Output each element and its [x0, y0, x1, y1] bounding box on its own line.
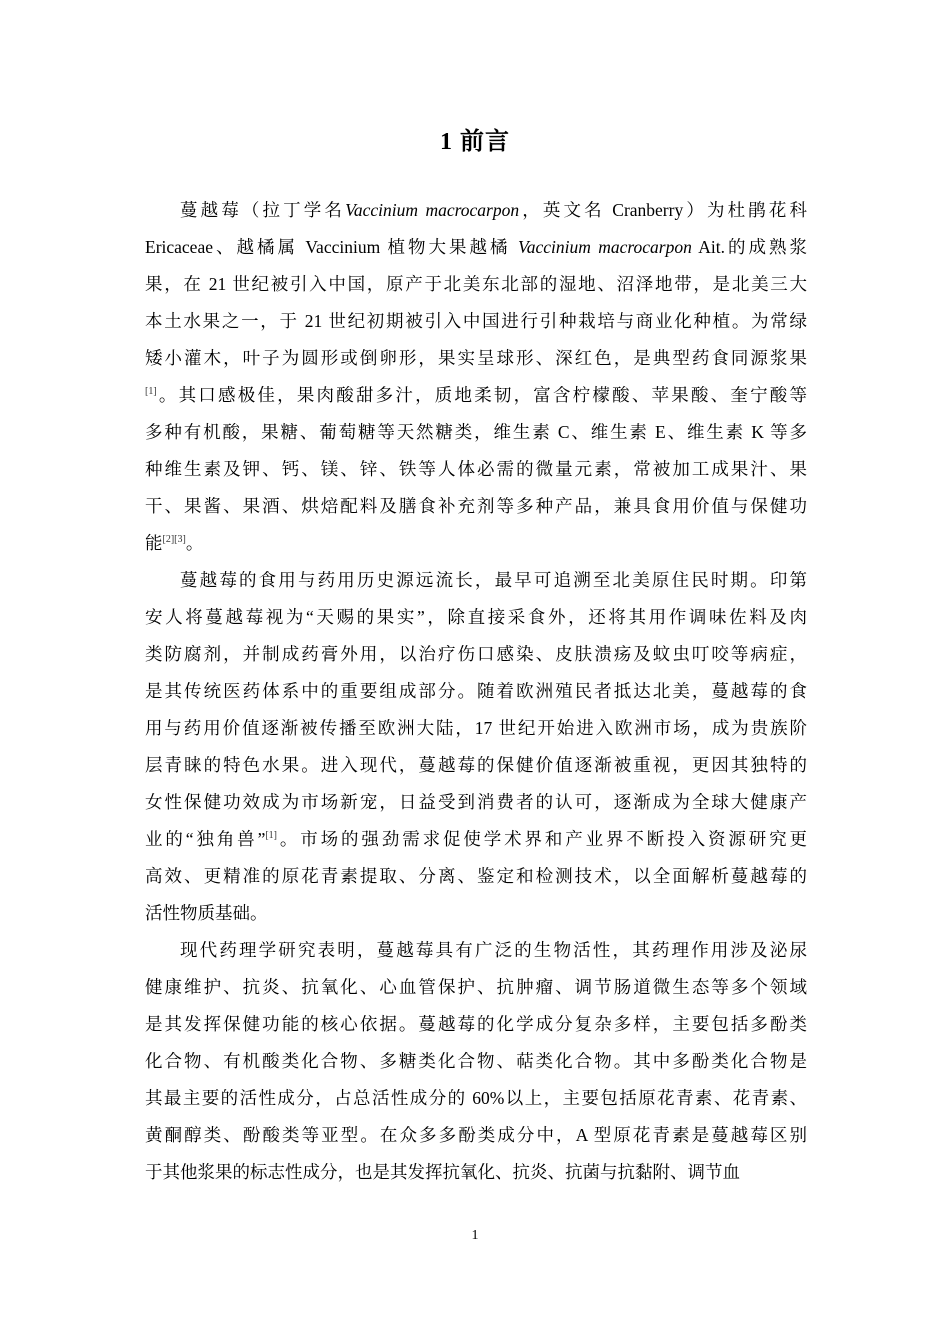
text-line: 高效、更精准的原花青素提取、分离、鉴定和检测技术，以全面解析蔓越莓的: [145, 866, 807, 886]
text-line: 女性保健功效成为市场新宠，日益受到消费者的认可，逐渐成为全球大健康产: [145, 792, 807, 812]
scientific-name: Vaccinium macrocarpon: [345, 200, 520, 220]
text-line: 矮小灌木，叶子为圆形或倒卵形，果实呈球形、深红色，是典型药食同源浆果: [145, 348, 807, 368]
text-line: 果，在 21 世纪被引入中国，原产于北美东北部的湿地、沼泽地带，是北美三大: [145, 274, 807, 294]
text-line: 化合物、有机酸类化合物、多糖类化合物、萜类化合物。其中多酚类化合物是: [145, 1051, 807, 1071]
section-heading: 1 前言: [440, 129, 510, 155]
text-line: 蔓越莓的食用与药用历史源远流长，最早可追溯至北美原住民时期。印第: [180, 570, 807, 590]
paragraph: [145, 562, 807, 932]
citation-marker: [2][3]: [162, 534, 186, 545]
text-line: 层青睐的特色水果。进入现代，蔓越莓的保健价值逐渐被重视，更因其独特的: [145, 755, 807, 775]
citation-marker: [1]: [265, 830, 278, 841]
text-line: 蔓越莓（拉丁学名Vaccinium macrocarpon，英文名 Cranberry）为杜鹃花科: [180, 200, 807, 220]
text-line: 安人将蔓越莓视为“天赐的果实”，除直接采食外，还将其用作调味佐料及肉: [145, 607, 807, 627]
text-line: 干、果酱、果酒、烘焙配料及膳食补充剂等多种产品，兼具食用价值与保健功: [145, 496, 807, 516]
text-line: 用与药用价值逐渐被传播至欧洲大陆，17 世纪开始进入欧洲市场，成为贵族阶: [145, 718, 807, 738]
text-line: Ericaceae、越橘属 Vaccinium 植物大果越橘 Vaccinium macrocarpon Ait.的成熟浆: [145, 237, 807, 257]
text-line: 业的“独角兽”[1]。市场的强劲需求促使学术界和产业界不断投入资源研究更: [145, 829, 807, 849]
text-line: 其最主要的活性成分，占总活性成分的 60%以上，主要包括原花青素、花青素、: [145, 1088, 807, 1108]
text-line: 种维生素及钾、钙、镁、锌、铁等人体必需的微量元素，常被加工成果汁、果: [145, 459, 807, 479]
scientific-name: Vaccinium macrocarpon: [517, 237, 692, 257]
citation-marker: [1]: [145, 386, 157, 397]
text-line: 是其发挥保健功能的核心依据。蔓越莓的化学成分复杂多样，主要包括多酚类: [145, 1014, 807, 1034]
text-line: [1]。其口感极佳，果肉酸甜多汁，质地柔韧，富含柠檬酸、苹果酸、奎宁酸等: [145, 385, 807, 405]
text-line: 健康维护、抗炎、抗氧化、心血管保护、抗肿瘤、调节肠道微生态等多个领域: [145, 977, 807, 997]
body-text: [145, 192, 807, 1191]
text-line: 现代药理学研究表明，蔓越莓具有广泛的生物活性，其药理作用涉及泌尿: [180, 940, 807, 960]
paragraph: [145, 932, 807, 1191]
text-line: 类防腐剂，并制成药膏外用，以治疗伤口感染、皮肤溃疡及蚊虫叮咬等病症，: [145, 644, 807, 664]
text-line: 黄酮醇类、酚酸类等亚型。在众多多酚类成分中，A 型原花青素是蔓越莓区别: [145, 1125, 807, 1145]
text-line: 本土水果之一，于 21 世纪初期被引入中国进行引种栽培与商业化种植。为常绿: [145, 311, 807, 331]
text-line: 活性物质基础。: [145, 903, 268, 923]
paragraph: [145, 192, 807, 562]
text-line: 于其他浆果的标志性成分，也是其发挥抗氧化、抗炎、抗菌与抗黏附、调节血: [145, 1162, 740, 1182]
text-line: 能[2][3]。: [145, 533, 204, 553]
page-number: 1: [471, 1228, 479, 1243]
text-line: 多种有机酸，果糖、葡萄糖等天然糖类，维生素 C、维生素 E、维生素 K 等多: [145, 422, 807, 442]
text-line: 是其传统医药体系中的重要组成部分。随着欧洲殖民者抵达北美，蔓越莓的食: [145, 681, 807, 701]
